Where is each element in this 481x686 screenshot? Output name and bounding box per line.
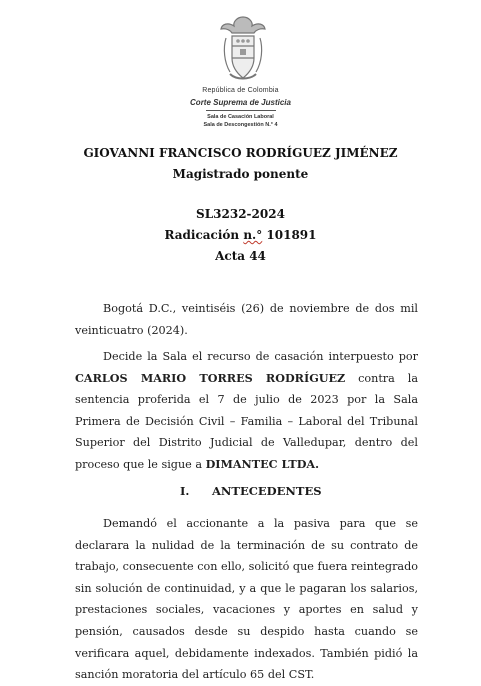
radicacion-line xyxy=(0,228,481,242)
claim-paragraph xyxy=(75,513,418,686)
section-heading xyxy=(180,484,322,498)
date-paragraph xyxy=(75,298,418,341)
header-divider xyxy=(206,110,276,111)
decision-paragraph xyxy=(75,346,418,476)
section-number: I. xyxy=(180,484,190,498)
radicacion-prefix: Radicación xyxy=(164,228,244,242)
republic-label: República de Colombia xyxy=(202,87,279,94)
room-label-2: Sala de Descongestión N.° 4 xyxy=(203,122,278,128)
decide-text-1: Decide la Sala el recurso de casación interpuesto por xyxy=(103,350,418,363)
radicacion-value: 101891 xyxy=(262,228,317,242)
court-name: Corte Suprema de Justicia xyxy=(190,98,291,107)
decide-text-2: contra la sentencia proferida el 7 de julio de 2023 por la Sala Primera de Decisión Civil – Familia – Laboral del Tribunal Superior del Distrito Judicial de Valledupar, dentro del proceso que le sigue a xyxy=(75,371,418,471)
magistrate-role: Magistrado ponente xyxy=(172,167,309,181)
room-label-1: Sala de Casación Laboral xyxy=(207,114,274,120)
section-title: ANTECEDENTES xyxy=(212,484,322,498)
magistrate-name: GIOVANNI FRANCISCO RODRÍGUEZ JIMÉNEZ xyxy=(83,146,398,160)
date-line: Bogotá D.C., veintiséis (26) de noviembre de dos mil veinticuatro (2024). xyxy=(75,302,418,337)
defendant-name: DIMANTEC LTDA. xyxy=(205,456,319,471)
appellant-name: CARLOS MARIO TORRES RODRÍGUEZ xyxy=(75,370,346,385)
coat-of-arms-seal xyxy=(218,14,268,86)
radicacion-no: n.° xyxy=(243,228,263,242)
claim-text: Demandó el accionante a la pasiva para que se declarara la nulidad de la terminación de su contrato de trabajo, consecuente con ello, solicitó que fuera reintegrado sin solución de continuidad, y a que le pagaran los salarios, prestaciones sociales, vacaciones y aportes en salud y pensión, causados desde su despido hasta cuando se verificara aquel, debidamente indexados. También pidió la sanción moratoria del artículo 65 del CST. xyxy=(75,517,418,682)
case-number: SL3232-2024 xyxy=(196,207,285,221)
acta-number: Acta 44 xyxy=(215,249,266,263)
